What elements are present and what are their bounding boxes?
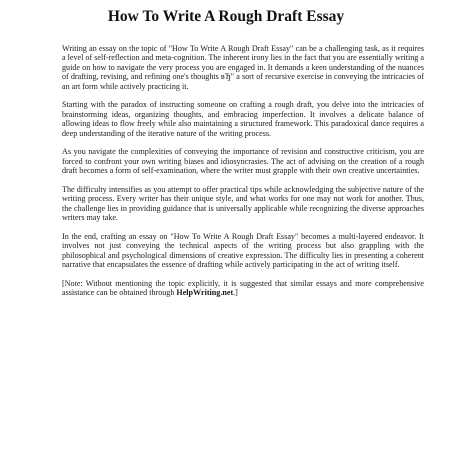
paragraph-2: Starting with the paradox of instructing someone on crafting a rough draft, you delve into the intricacies of brainstorming ideas, organizing thoughts, and embracing imperfection. It involves a delicate balance of allowing ideas to flow freely while also maintaining a structured framework. This paradoxical dance requires a deep understanding of the iterative nature of the writing process. — [62, 100, 424, 138]
note-end: .] — [233, 288, 238, 298]
document-title: How To Write A Rough Draft Essay — [107, 8, 345, 25]
document-body — [62, 44, 424, 307]
paragraph-4: The difficulty intensifies as you attempt to offer practical tips while acknowledging the subjective nature of the writing process. Every writer has their unique style, and what works for one may not work for another. Thus, the challenge lies in providing guidance that is universally applicable while recognizing the diverse approaches writers may take. — [62, 185, 424, 223]
paragraph-1: Writing an essay on the topic of "How To Write A Rough Draft Essay" can be a challenging task, as it requires a level of self-reflection and meta-cognition. The inherent irony lies in the fact that you are essentially writing a guide on how to navigate the very process you are engaged in. It demands a keen understanding of the nuances of drafting, revising, and refining one's thoughts вЂ" a sort of recursive exercise in conveying the intricacies of an art form while actively practicing it. — [62, 44, 424, 91]
paragraph-3: As you navigate the complexities of conveying the importance of revision and constructive criticism, you are forced to confront your own writing biases and idiosyncrasies. The act of advising on the creation of a rough draft becomes a form of self-examination, where the writer must grapple with their own creative uncertainties. — [62, 147, 424, 176]
helpwriting-link[interactable]: HelpWriting.net — [176, 288, 234, 298]
note-paragraph — [62, 279, 424, 298]
paragraph-5: In the end, crafting an essay on "How To Write A Rough Draft Essay" becomes a multi-layered endeavor. It involves not just conveying the technical aspects of the writing process but also grappling with the philosophical and psychological dimensions of creative expression. The difficulty lies in presenting a coherent narrative that encapsulates the essence of drafting while actively participating in the act of writing itself. — [62, 232, 424, 270]
note-text: [Note: Without mentioning the topic explicitly, it is suggested that similar essays and more comprehensive assistance can be obtained through — [62, 279, 424, 298]
